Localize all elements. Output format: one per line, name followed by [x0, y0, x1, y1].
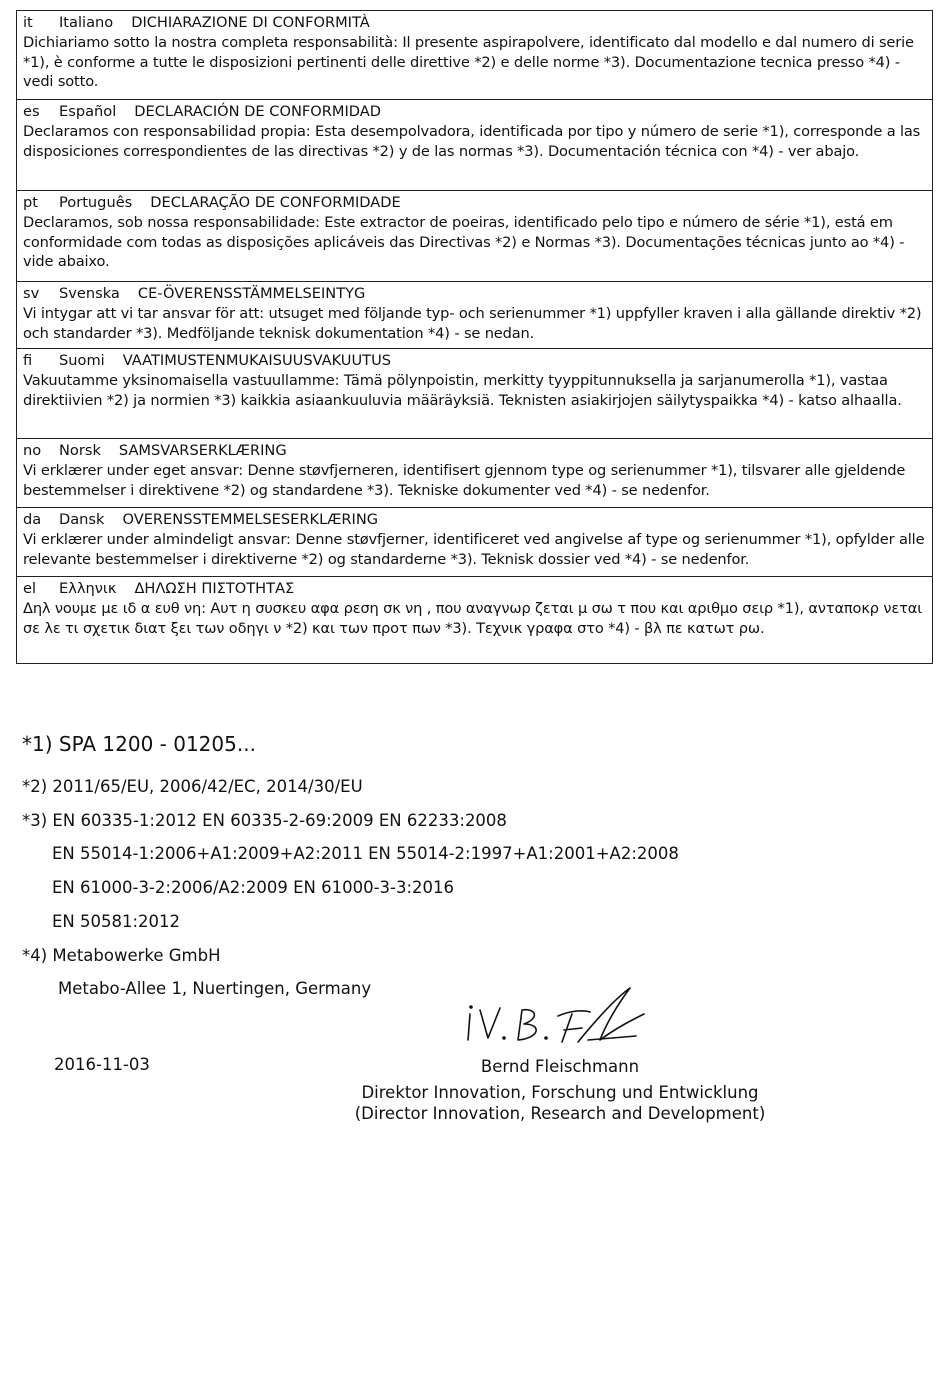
language-code: it	[23, 14, 33, 31]
declaration-text: Vakuutamme yksinomaisella vastuullamme: Tämä pölynpoistin, merkitty tyyppitunnuksella ja sarjanumerolla *1), vastaa direktiivien *2) ja normien *3) kaikkia asiaankuuluvia määräyksiä. Teknisten asiakirjojen säilytyspaikka *4) - katso alhaalla.	[23, 372, 902, 409]
declaration-table	[16, 10, 933, 664]
declaration-row-es	[17, 99, 932, 190]
declaration-title: DICHIARAZIONE DI CONFORMITÀ	[131, 14, 370, 31]
language-name: Ελληνικ	[59, 580, 117, 597]
model-serial: *1) SPA 1200 - 01205...	[22, 732, 256, 756]
row-heading	[23, 579, 926, 599]
row-heading	[23, 441, 926, 461]
row-heading	[23, 284, 926, 304]
directives-line: *2) 2011/65/EU, 2006/42/EC, 2014/30/EU	[22, 777, 363, 796]
language-name: Português	[59, 194, 133, 211]
row-heading	[23, 13, 926, 33]
declaration-text: Vi erklærer under almindeligt ansvar: Denne støvfjerner, identificeret ved angivelse af type og serienummer *1), opfylder alle relevante bestemmelser i direktiverne *2) og standarderne *3). Teknisk dossier ved *4) - se nedenfor.	[23, 531, 925, 568]
signer-role-english: (Director Innovation, Research and Development)	[354, 1104, 766, 1123]
language-code: sv	[23, 285, 40, 302]
declaration-row-it	[17, 11, 932, 99]
declaration-text: Declaramos, sob nossa responsabilidade: Este extractor de poeiras, identificado pelo tipo e número de série *1), está em conformidade com todas as disposições aplicáveis das Directivas *2) e Normas *3). Documentações técnicas junto ao *4) - vide abaixo.	[23, 214, 905, 270]
declaration-text: Vi intygar att vi tar ansvar för att: utsuget med följande typ- och serienummer *1) uppfyller kraven i alla gällande direktiv *2) och standarder *3). Medföljande teknisk dokumentation *4) - se nedan.	[23, 305, 922, 342]
declaration-title: DECLARAÇÃO DE CONFORMIDADE	[150, 194, 401, 211]
row-heading	[23, 351, 926, 371]
declaration-row-da	[17, 507, 932, 576]
language-code: es	[23, 103, 40, 120]
company-line: *4) Metabowerke GmbH	[22, 945, 221, 965]
standards-line: EN 55014-1:2006+A1:2009+A2:2011 EN 55014-2:1997+A1:2001+A2:2008	[52, 844, 679, 864]
declaration-title: VAATIMUSTENMUKAISUUSVAKUUTUS	[122, 352, 392, 369]
language-name: Svenska	[59, 285, 120, 302]
signer-name: Bernd Fleischmann	[480, 1057, 640, 1076]
row-heading	[23, 102, 926, 122]
declaration-row-no	[17, 438, 932, 507]
technical-footer	[22, 732, 922, 1006]
language-name: Italiano	[59, 14, 114, 31]
declaration-title: CE-ÖVERENSSTÄMMELSEINTYG	[137, 285, 366, 302]
language-code: no	[23, 442, 42, 459]
company-address: Metabo-Allee 1, Nuertingen, Germany	[58, 979, 372, 999]
declaration-text: Declaramos con responsabilidad propia: Esta desempolvadora, identificada por tipo y número de serie *1), corresponde a las disposiciones correspondientes de las directivas *2) y de las normas *3). Documentación técnica con *4) - ver abajo.	[23, 123, 921, 160]
declaration-row-sv	[17, 281, 932, 348]
declaration-row-fi	[17, 348, 932, 438]
row-heading	[23, 193, 926, 213]
standards-line: EN 61000-3-2:2006/A2:2009 EN 61000-3-3:2016	[52, 878, 455, 898]
standards-line: EN 50581:2012	[52, 911, 181, 931]
language-code: fi	[23, 352, 33, 369]
declaration-text: Dichiariamo sotto la nostra completa responsabilità: Il presente aspirapolvere, identificato dal modello e dal numero di serie *1), è conforme a tutte le disposizioni pertinenti delle direttive *2) e delle norme *3). Documentazione tecnica presso *4) - vedi sotto.	[23, 34, 914, 90]
declaration-title: OVERENSSTEMMELSESERKLÆRING	[122, 511, 379, 528]
declaration-title: ΔΗΛΩΣΗ ΠΙΣΤΟΤΗΤΑΣ	[134, 580, 295, 597]
language-code: el	[23, 580, 37, 597]
declaration-text: Vi erklærer under eget ansvar: Denne støvfjerneren, identifisert gjennom type og serienummer *1), tilsvarer alle gjeldende bestemmelser i direktivene *2) og standardene *3). Tekniske dokumenter ved *4) - se nedenfor.	[23, 462, 906, 499]
language-name: Suomi	[59, 352, 105, 369]
language-name: Norsk	[59, 442, 101, 459]
declaration-row-el	[17, 576, 932, 663]
row-heading	[23, 510, 926, 530]
declaration-text: Δηλ νουμε με ιδ α ευθ νη: Αυτ η συσκευ αφα ρεση σκ νη , που αναγνωρ ζεται μ σω τ που και αριθμο σειρ *1), ανταποκρ νεται σε λε τι σχετικ διατ ξει των οδηγι ν *2) και των προτ πων *3). Τεχνικ γραφα στο *4) - βλ πε κατωτ ρω.	[23, 600, 923, 637]
language-code: da	[23, 511, 42, 528]
declaration-title: DECLARACIÓN DE CONFORMIDAD	[134, 103, 381, 120]
standards-line: *3) EN 60335-1:2012 EN 60335-2-69:2009 EN 62233:2008	[22, 810, 507, 830]
handwritten-signature	[460, 980, 650, 1046]
signature-date: 2016-11-03	[54, 1055, 150, 1074]
declaration-row-pt	[17, 190, 932, 281]
signer-role-german: Direktor Innovation, Forschung und Entwicklung	[361, 1083, 759, 1102]
language-name: Dansk	[59, 511, 105, 528]
language-name: Español	[59, 103, 117, 120]
declaration-title: SAMSVARSERKLÆRING	[118, 442, 287, 459]
language-code: pt	[23, 194, 38, 211]
